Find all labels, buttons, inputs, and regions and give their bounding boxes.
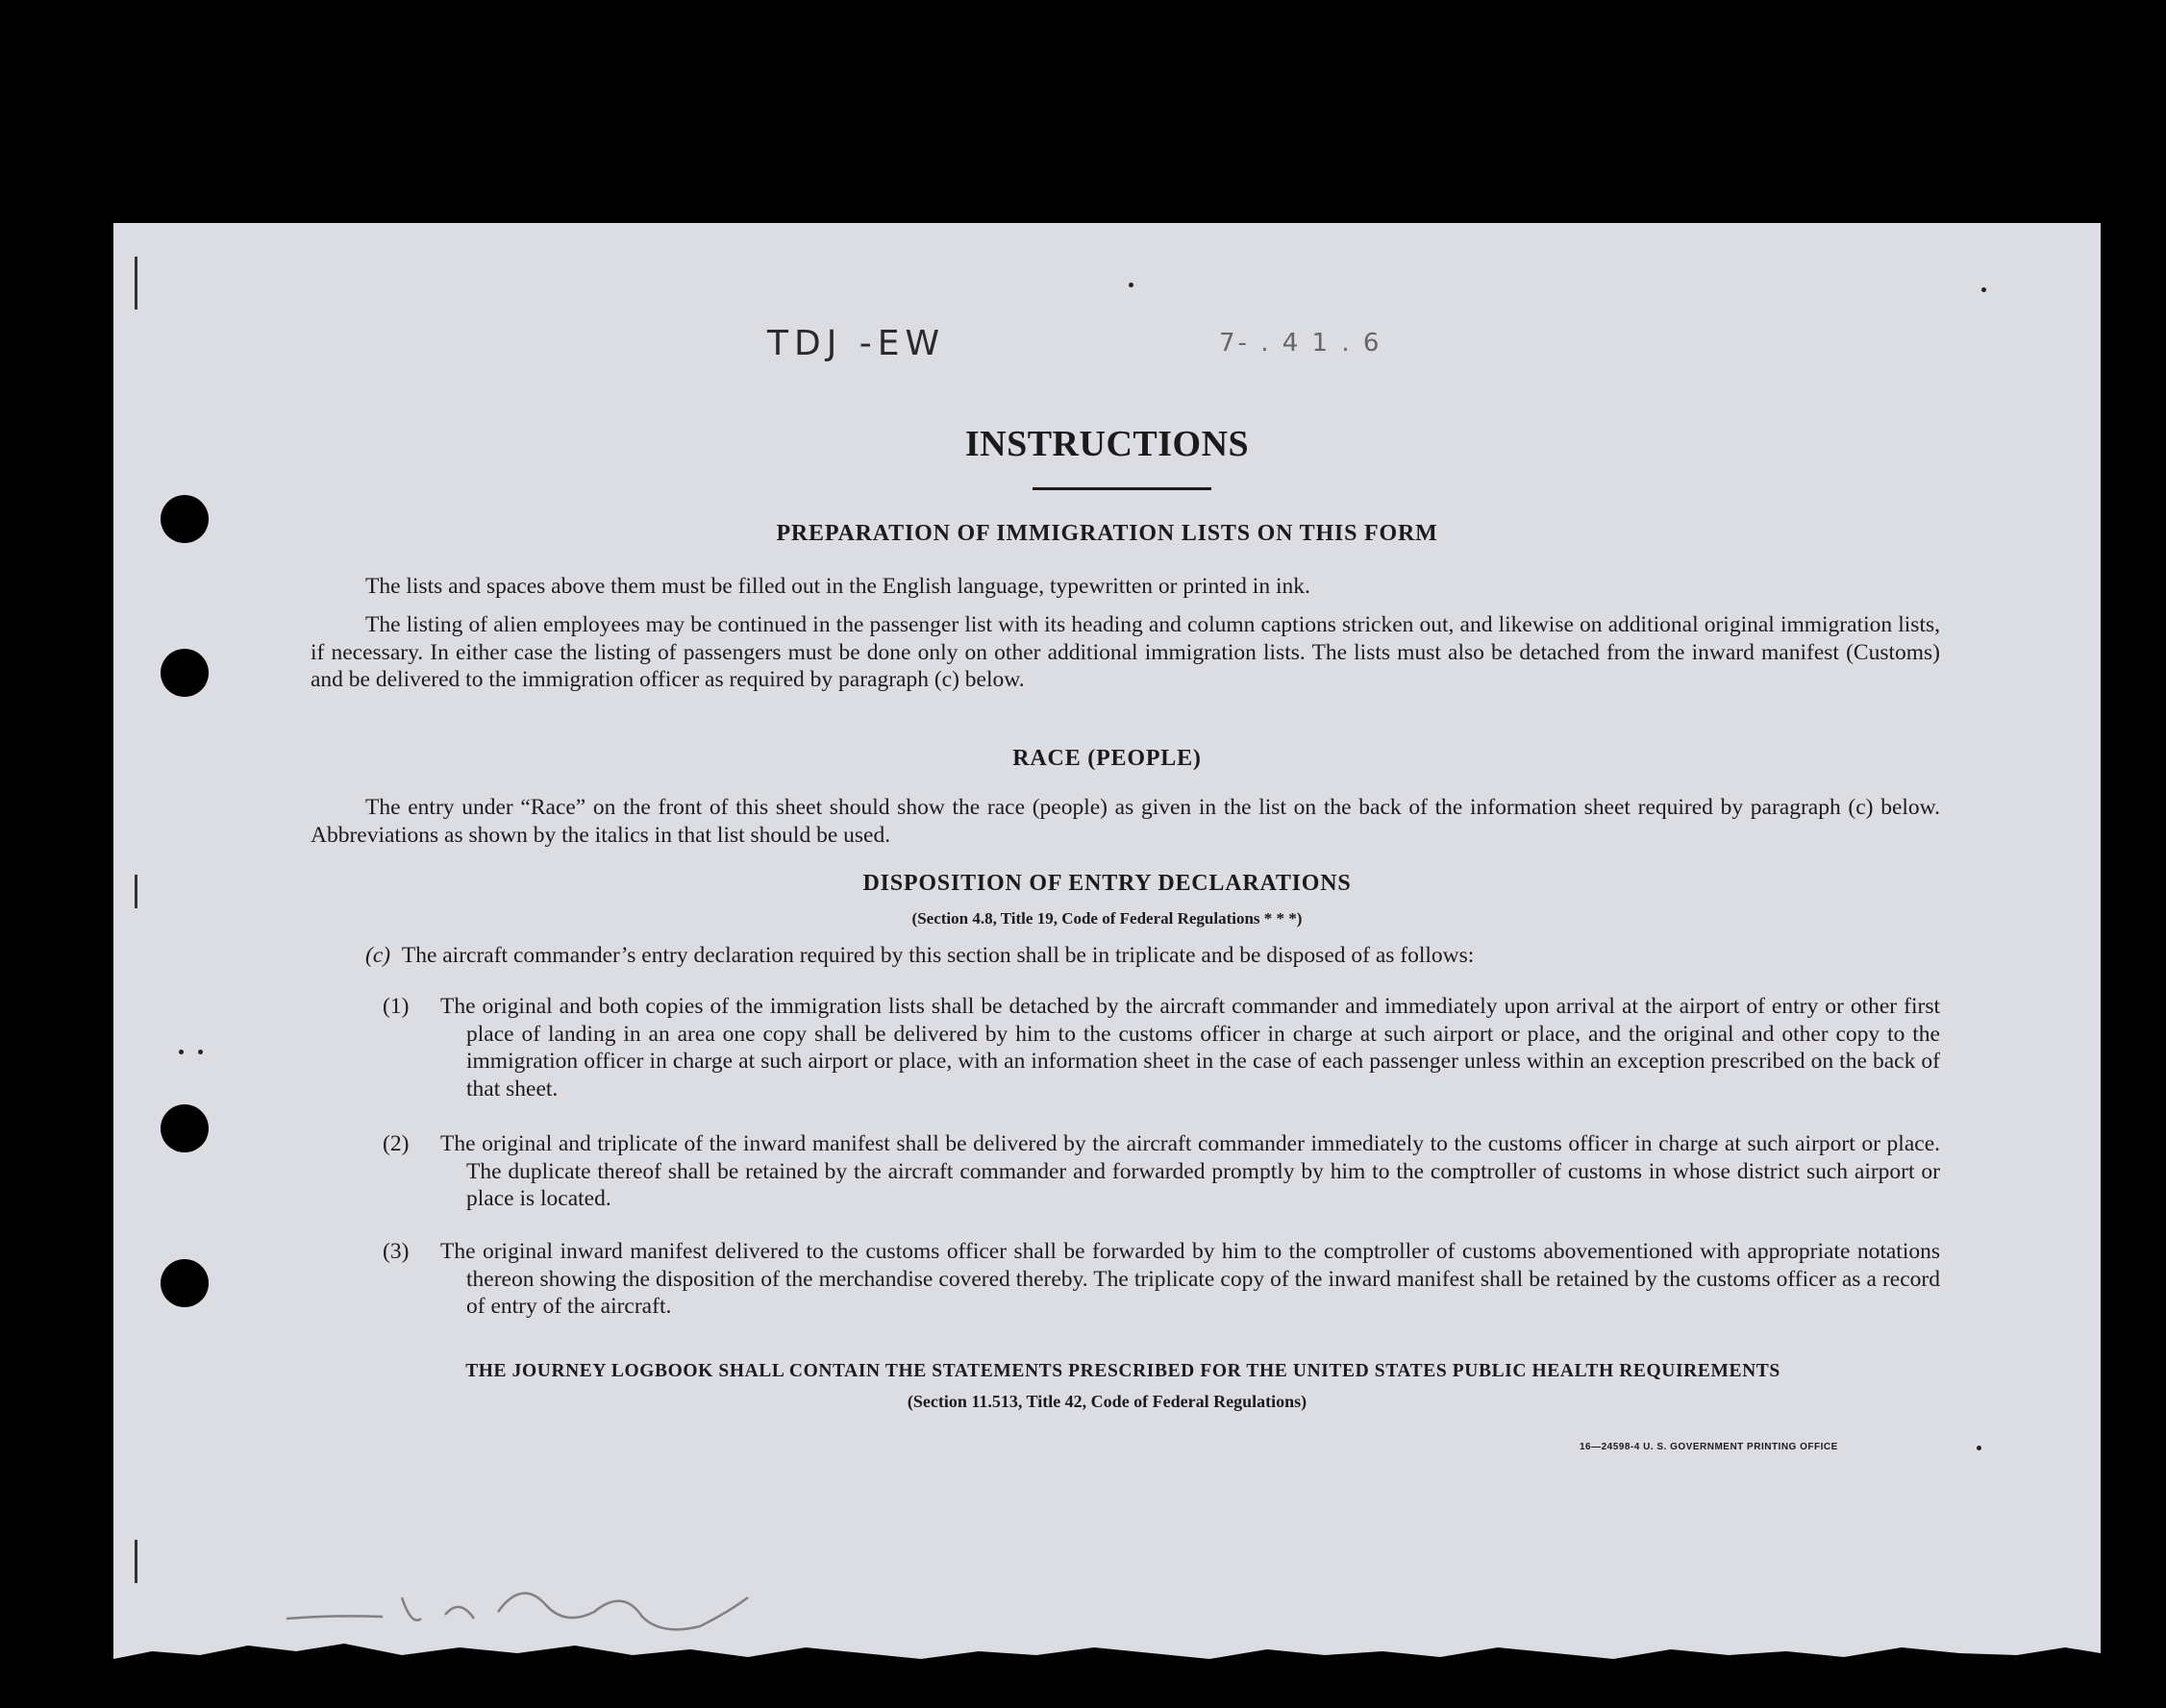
disposition-citation: (Section 4.8, Title 19, Code of Federal Regulations * * *) (911, 909, 1303, 928)
section-heading-disposition: DISPOSITION OF ENTRY DECLARATIONS (862, 871, 1352, 896)
intro-text: The aircraft commander’s entry declaration required by this section shall be in triplicate and be disposed of as follows: (401, 943, 1475, 968)
edge-mark (135, 1540, 137, 1583)
speck (1129, 283, 1133, 287)
item-text: The original and both copies of the immigration lists shall be detached by the aircraft commander and immediately upon arrival at the airport of entry or other first place of landing in an area one copy shall be delivered by him to the customs officer in charge at such airport or place, and the original and other copy to the immigration officer in charge at such airport or place, with an information sheet in the case of each passenger unless within an exception prescribed on the back of that sheet. (440, 994, 1940, 1102)
printer-imprint: 16—24598-4 U. S. GOVERNMENT PRINTING OFFICE (1580, 1442, 1838, 1452)
paragraph-race (311, 794, 1940, 849)
item-number: (3) (383, 1239, 410, 1264)
item-number: (2) (383, 1131, 410, 1156)
disposition-item-2 (383, 1130, 1940, 1213)
paragraph-text: The lists and spaces above them must be filled out in the English language, typewritten or printed in ink. (365, 574, 1310, 599)
item-text: The original inward manifest delivered to the customs officer shall be forwarded by him to the comptroller of customs abovementioned with appropriate notations thereon showing the disposition of the merchandise covered thereby. The triplicate copy of the inward manifest shall be retained by the customs officer as a record of entry of the aircraft. (440, 1239, 1940, 1319)
speck (1981, 287, 1986, 292)
page-title: INSTRUCTIONS (964, 424, 1250, 464)
torn-edge (113, 1626, 2101, 1665)
speck (1977, 1446, 1981, 1450)
section-heading-preparation: PREPARATION OF IMMIGRATION LISTS ON THIS FORM (776, 521, 1438, 546)
document-page (113, 223, 2101, 1665)
punch-hole (161, 1104, 209, 1152)
speck (179, 1050, 184, 1054)
item-number: (1) (383, 994, 410, 1019)
paragraph-text: The listing of alien employees may be continued in the passenger list with its heading and column captions stricken out, and likewise on additional original immigration lists, if necessary. In either case the listing of passengers must be done only on other additional immigration lists. The lists must also be detached from the inward manifest (Customs) and be delivered to the immigration officer as required by paragraph (c) below. (311, 612, 1940, 692)
paragraph-text: The entry under “Race” on the front of this sheet should show the race (people) as given in the list on the back of the information sheet required by paragraph (c) below. Abbreviations as shown by the italics in that list should be used. (311, 795, 1940, 848)
punch-hole (161, 649, 209, 697)
intro-label: (c) (365, 943, 391, 968)
handwritten-note: TDJ -EW (767, 324, 946, 363)
disposition-item-1 (383, 993, 1940, 1102)
paragraph-preparation-2 (311, 611, 1940, 694)
section-heading-race: RACE (PEOPLE) (1012, 746, 1202, 771)
disposition-item-3 (383, 1238, 1940, 1321)
speck (198, 1050, 203, 1054)
public-health-citation: (Section 11.513, Title 42, Code of Federal Regulations) (907, 1392, 1307, 1411)
title-underline (1033, 487, 1211, 490)
public-health-statement: THE JOURNEY LOGBOOK SHALL CONTAIN THE STATEMENTS PRESCRIBED FOR THE UNITED STATES PUBLIC HEALTH REQUIREMENTS (465, 1361, 1780, 1381)
punch-hole (161, 1259, 209, 1307)
edge-mark (135, 257, 137, 309)
disposition-intro (365, 942, 1942, 970)
item-text: The original and triplicate of the inward manifest shall be delivered by the aircraft commander immediately to the customs officer in charge at such airport or place. The duplicate thereof shall be retained by the aircraft commander and forwarded promptly by him to the comptroller of customs in whose district such airport or place is located. (440, 1131, 1940, 1211)
handwritten-note-faint: 7- . 4 1 . 6 (1219, 329, 1382, 358)
paragraph-preparation-1 (311, 573, 1940, 601)
